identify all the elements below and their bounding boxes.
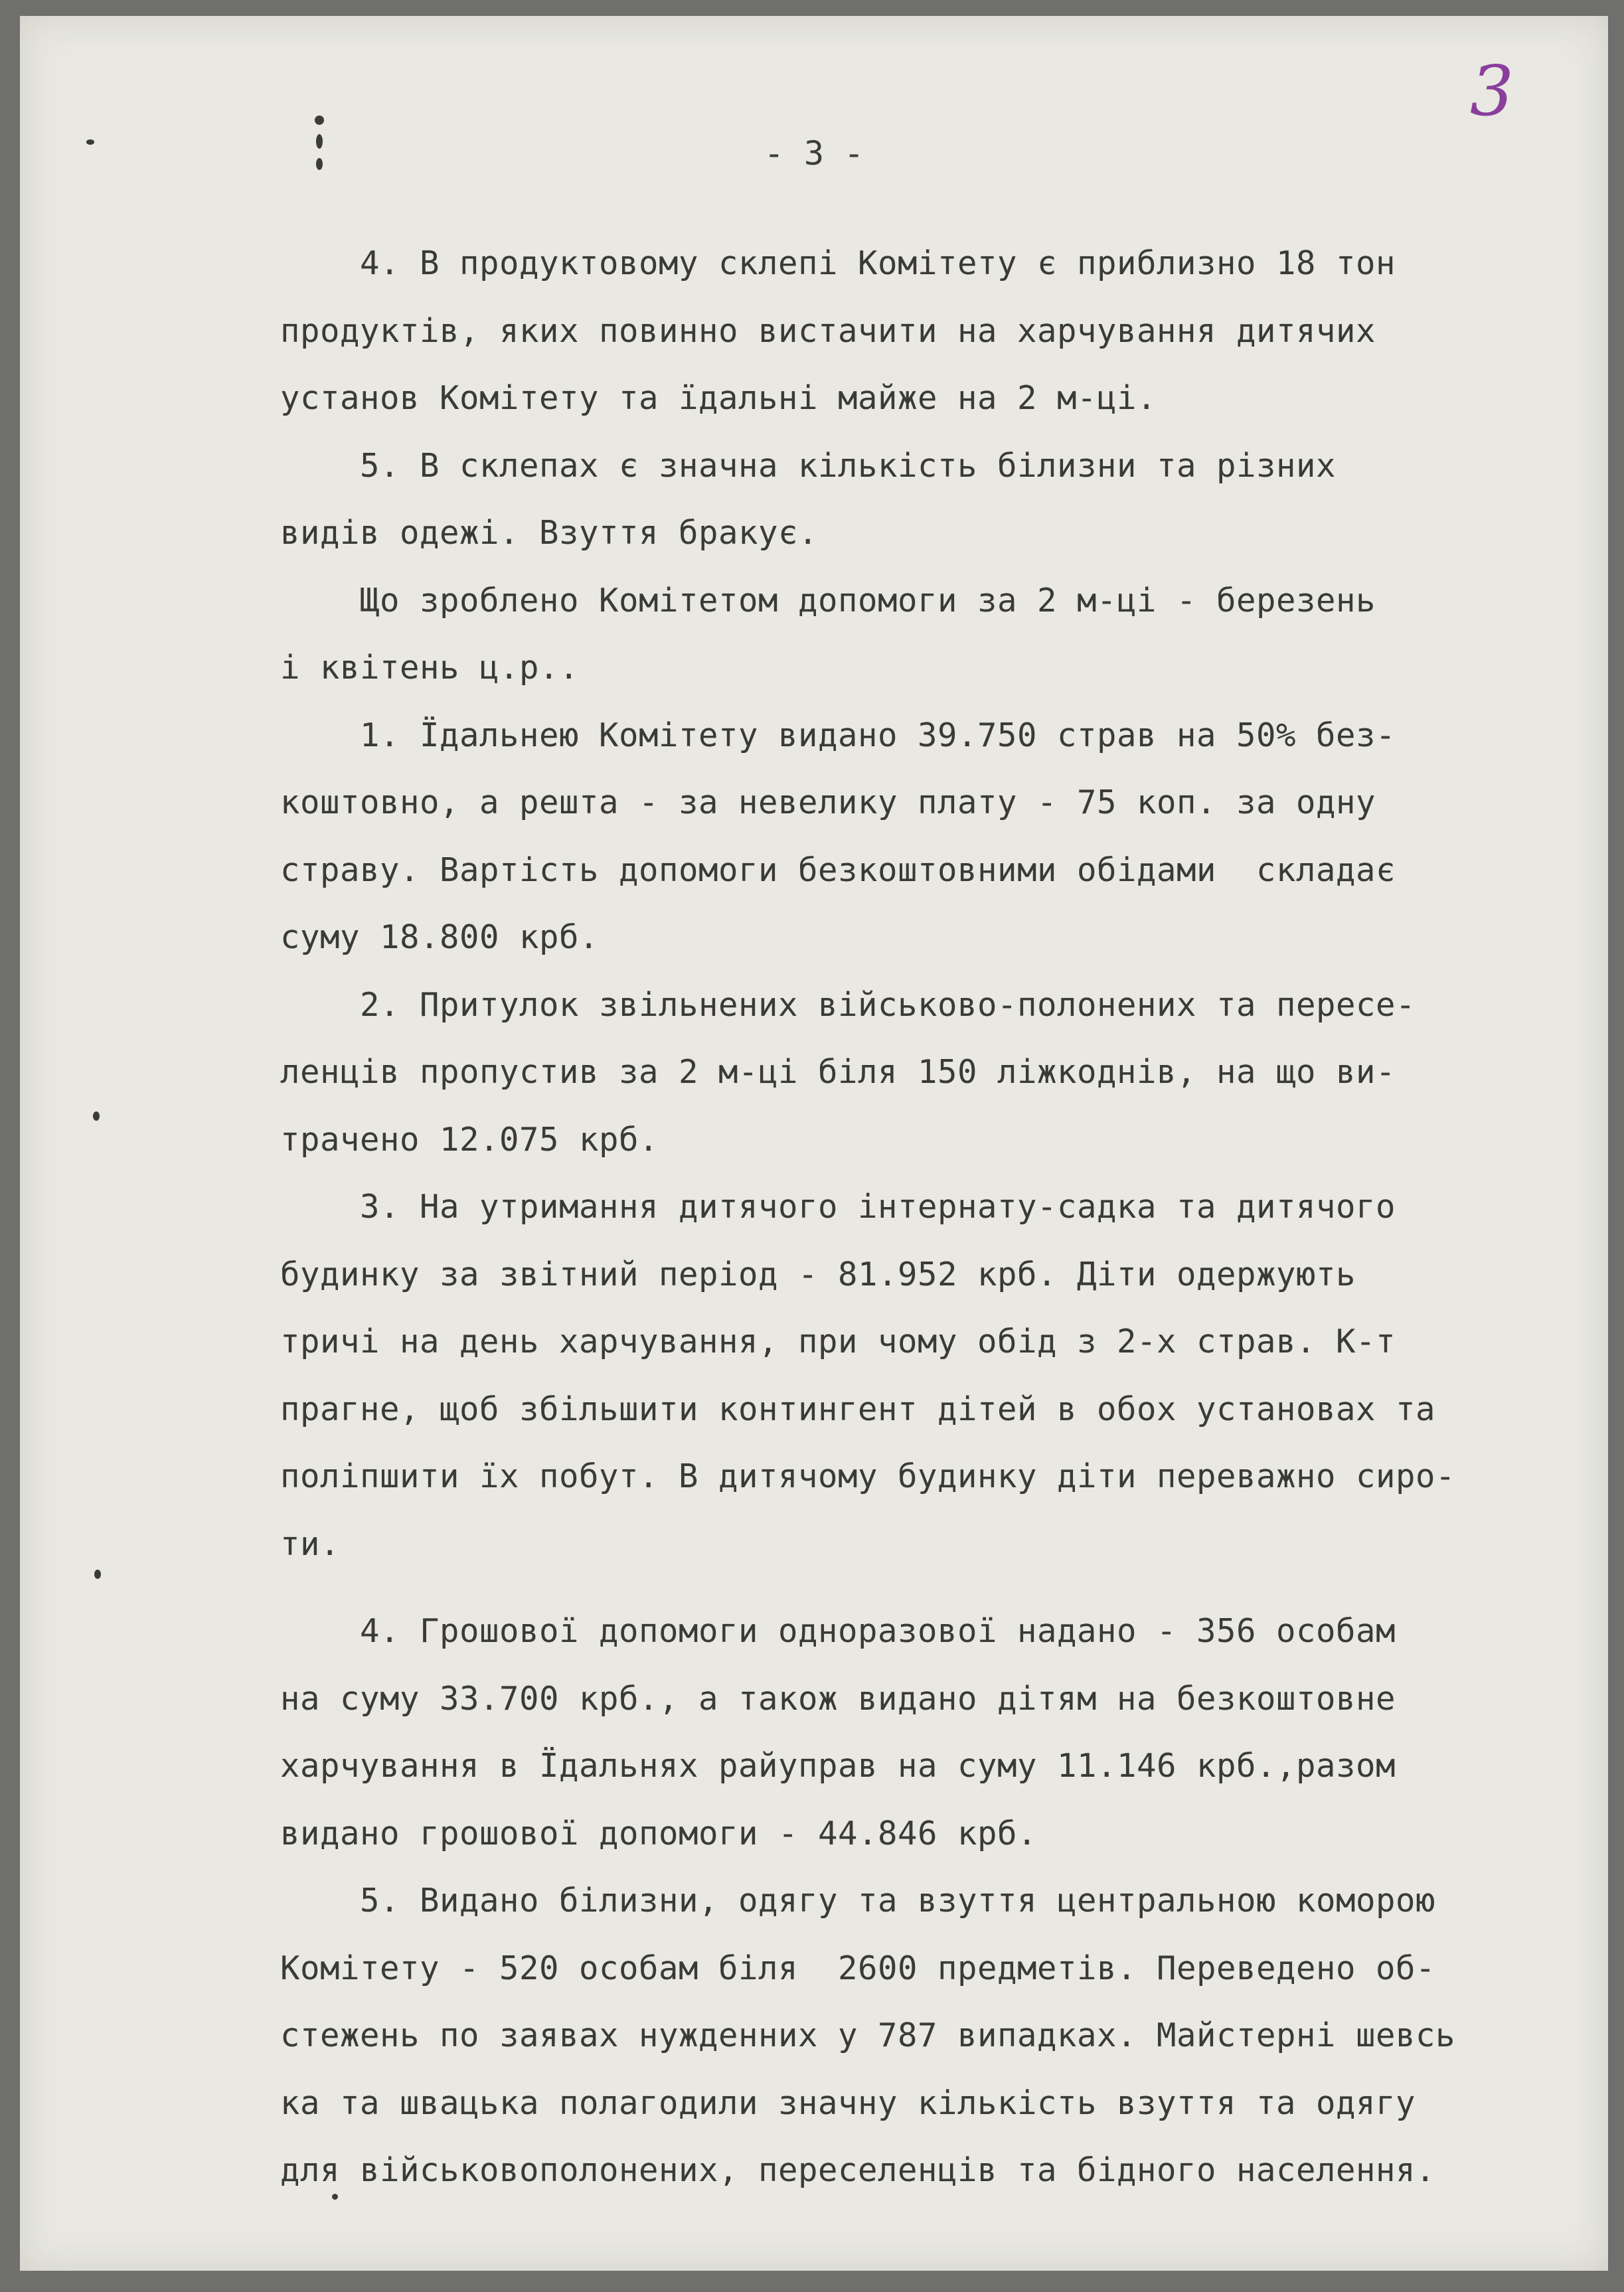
- text-line: трачено 12.075 крб.: [280, 1120, 659, 1159]
- text-line: 5. Видано білизни, одягу та взуття центральною коморою: [280, 1882, 1436, 1920]
- text-line: і квітень ц.р..: [280, 649, 580, 687]
- punch-mark: [94, 1570, 101, 1579]
- text-line: суму 18.800 крб.: [280, 918, 600, 956]
- text-line: 3. На утримання дитячого інтернату-садка та дитячого: [280, 1188, 1396, 1226]
- text-line: тричі на день харчування, при чому обід з 2-х страв. К-т: [280, 1323, 1396, 1360]
- text-line: стежень по заявах нужденних у 787 випадках. Майстерні шевсь: [280, 2016, 1456, 2054]
- paragraph-gap: [280, 1578, 1588, 1597]
- punch-mark: [316, 134, 323, 149]
- text-line: поліпшити їх побут. В дитячому будинку діти переважно сиро-: [280, 1457, 1456, 1495]
- text-line: будинку за звітний період - 81.952 крб. Діти одержують: [280, 1255, 1356, 1293]
- punch-mark: [316, 158, 323, 170]
- document-body: [280, 230, 1588, 2204]
- text-line: на суму 33.700 крб., а також видано дітям на безкоштовне: [280, 1679, 1396, 1718]
- text-line: коштовно, а решта - за невелику плату - 75 коп. за одну: [280, 783, 1376, 821]
- text-line: Комітету - 520 особам біля 2600 предметів. Переведено об-: [280, 1949, 1436, 1987]
- text-line: видано грошової допомоги - 44.846 крб.: [280, 1814, 1038, 1852]
- text-line: видів одежі. Взуття бракує.: [280, 514, 819, 552]
- text-line: 2. Притулок звільнених військово-полонених та пересе-: [280, 985, 1416, 1024]
- text-line: харчування в Їдальнях райуправ на суму 11.146 крб.,разом: [280, 1747, 1396, 1785]
- text-line: прагне, щоб збільшити контингент дітей в обох установах та: [280, 1390, 1436, 1428]
- text-line: страву. Вартість допомоги безкоштовними обідами складає: [280, 851, 1396, 889]
- punch-mark: [86, 139, 94, 145]
- punch-mark: [93, 1111, 100, 1121]
- text-line: установ Комітету та їдальні майже на 2 м-ці.: [280, 379, 1157, 417]
- text-line: Що зроблено Комітетом допомоги за 2 м-ці - березень: [280, 581, 1376, 619]
- text-line: ленців пропустив за 2 м-ці біля 150 ліжкоднів, на що ви-: [280, 1053, 1396, 1091]
- document-page: [20, 16, 1608, 2271]
- text-line: 4. В продуктовому склепі Комітету є приблизно 18 тон: [280, 244, 1396, 282]
- text-line: 1. Їдальнею Комітету видано 39.750 страв на 50% без-: [280, 716, 1396, 754]
- text-line: продуктів, яких повинно вистачити на харчування дитячих: [280, 311, 1376, 350]
- text-line: для військовополонених, переселенців та бідного населення.: [280, 2151, 1436, 2189]
- text-line: ка та швацька полагодили значну кількість взуття та одягу: [280, 2084, 1416, 2122]
- text-line: 5. В склепах є значна кількість білизни та різних: [280, 446, 1337, 485]
- folio-number: 3: [1469, 50, 1514, 131]
- text-line: 4. Грошової допомоги одноразової надано - 356 особам: [280, 1612, 1396, 1650]
- punch-mark: [315, 116, 324, 125]
- page-number: - 3 -: [764, 134, 864, 173]
- text-line: ти.: [280, 1524, 341, 1563]
